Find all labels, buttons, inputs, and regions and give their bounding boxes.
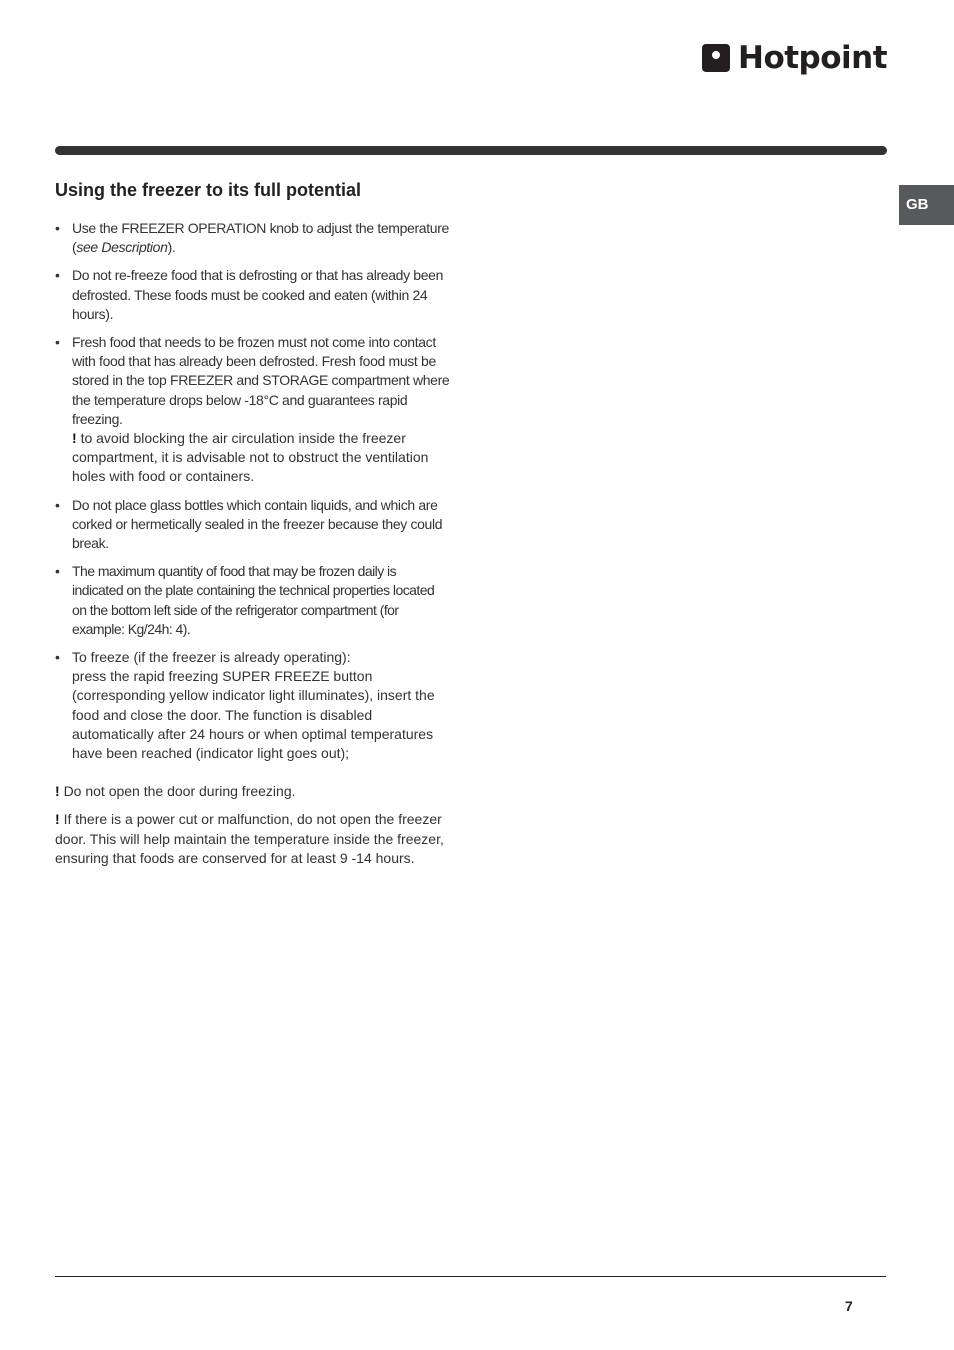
list-item bbox=[55, 333, 450, 487]
list-item-italic-reference: see Description bbox=[76, 239, 168, 256]
brand-logo-text: Hotpoint bbox=[738, 40, 888, 76]
list-item-text: To freeze (if the freezer is already operating): bbox=[72, 649, 351, 666]
list-item bbox=[55, 562, 450, 639]
list-item-text: ). bbox=[167, 239, 176, 256]
warning-note bbox=[55, 810, 450, 868]
list-item-text: Fresh food that needs to be frozen must not come into contact with food that has already been defrosted. Fresh food must be stored in the top FREEZER and STORAGE compartment where the temperature drops below -18°C and guarantees rapid freezing. bbox=[72, 334, 450, 427]
list-item bbox=[55, 219, 450, 257]
language-tab: GB bbox=[899, 185, 954, 225]
instruction-list bbox=[55, 219, 450, 763]
warning-note-text: If there is a power cut or malfunction, do not open the freezer door. This will help maintain the temperature inside the freezer, ensuring that foods are conserved for at least 9 -14 hours. bbox=[55, 811, 444, 866]
footer-divider bbox=[55, 1276, 886, 1277]
header-divider bbox=[55, 146, 887, 155]
warning-note-text: Do not open the door during freezing. bbox=[63, 783, 296, 800]
list-item-text: Do not re-freeze food that is defrosting or that has already been defrosted. These foods must be cooked and eaten (within 24 hours). bbox=[72, 267, 444, 322]
warning-mark: ! bbox=[72, 430, 77, 447]
brand-logo bbox=[702, 40, 887, 76]
list-item bbox=[55, 648, 450, 763]
warning-text: to avoid blocking the air circulation inside the freezer compartment, it is advisable not to obstruct the ventilation holes with food or containers. bbox=[72, 430, 429, 485]
list-item-text: press the rapid freezing SUPER FREEZE button (corresponding yellow indicator light illuminates), insert the food and close the door. The function is disabled automatically after 24 hours or when optimal temperatures have been reached (indicator light goes out); bbox=[72, 668, 435, 762]
warning-note bbox=[55, 782, 450, 801]
hotpoint-logo-mark-icon bbox=[702, 44, 730, 72]
list-item-text: Use the FREEZER OPERATION knob to adjust the temperature ( bbox=[72, 220, 449, 256]
page-number: 7 bbox=[845, 1298, 853, 1314]
list-item-text: The maximum quantity of food that may be frozen daily is indicated on the plate containing the technical properties located on the bottom left side of the refrigerator compartment (for example: Kg/24h: 4). bbox=[72, 563, 435, 637]
section-title: Using the freezer to its full potential bbox=[55, 180, 362, 200]
list-item-text: Do not place glass bottles which contain liquids, and which are corked or hermetically sealed in the freezer because they could break. bbox=[72, 496, 443, 552]
list-item bbox=[55, 266, 450, 324]
section-body bbox=[55, 219, 450, 877]
warning-mark: ! bbox=[55, 811, 60, 828]
list-item bbox=[55, 496, 450, 554]
warning-mark: ! bbox=[55, 783, 60, 800]
